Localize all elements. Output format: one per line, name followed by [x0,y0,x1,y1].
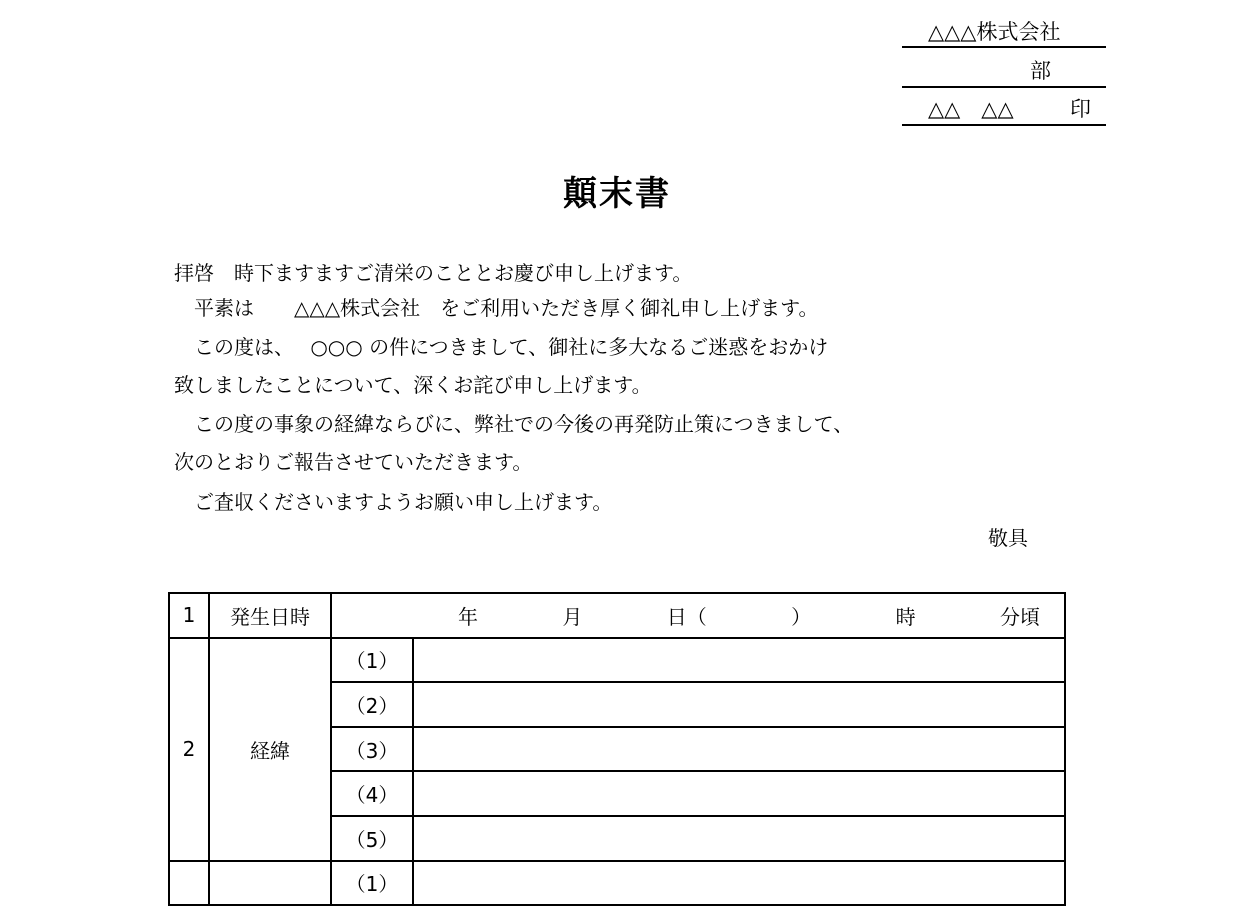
table-row [169,638,1065,683]
sender-name: △△ △△ [928,97,1014,121]
hour-label: 時 [895,604,916,629]
month-label: 月 [562,604,583,629]
item-value-cell[interactable] [413,816,1065,861]
divider [902,86,1106,88]
document-title: 顛末書 [563,174,671,214]
row-number [169,861,209,906]
row-label: 経緯 [209,638,331,861]
body-line: 致しましたことについて、深くお詫び申し上げます。 [174,373,652,397]
item-value-cell[interactable] [413,682,1065,727]
row-label [209,861,331,906]
sender-department: 部 [1030,59,1051,83]
table-row [169,861,1065,906]
item-value-cell[interactable] [413,638,1065,683]
sender-company: △△△株式会社 [928,20,1061,44]
occurrence-datetime-cell[interactable] [331,593,1065,638]
body-line: この度は、 ○○○ の件につきまして、御社に多大なるご迷惑をおかけ [174,335,829,359]
closing-text: 敬具 [988,526,1028,550]
item-number: （4） [331,771,413,816]
body-line: この度の事象の経緯ならびに、弊社での今後の再発防止策につきまして、 [174,412,854,436]
item-number: （1） [331,861,413,906]
body-line: ご査収くださいますようお願い申し上げます。 [174,490,613,514]
body-line: 次のとおりご報告させていただきます。 [174,450,533,474]
item-value-cell[interactable] [413,771,1065,816]
body-line: 拝啓 時下ますますご清栄のこととお慶び申し上げます。 [174,261,693,285]
minute-label: 分頃 [999,604,1040,629]
year-label: 年 [458,604,478,629]
item-value-cell[interactable] [413,727,1065,772]
item-number: （5） [331,816,413,861]
row-label: 発生日時 [209,593,331,638]
item-number: （1） [331,638,413,683]
weekday-close: ） [791,604,812,629]
row-number: 2 [169,638,209,861]
day-label: 日（ [666,604,707,629]
row-number: 1 [169,593,209,638]
divider [902,124,1106,126]
seal-mark: 印 [1070,97,1091,121]
report-table [168,592,1066,906]
item-number: （3） [331,727,413,772]
item-value-cell[interactable] [413,861,1065,906]
table-row [169,593,1065,638]
divider [902,46,1106,48]
item-number: （2） [331,682,413,727]
body-line: 平素は △△△株式会社 をご利用いただき厚く御礼申し上げます。 [174,296,819,320]
